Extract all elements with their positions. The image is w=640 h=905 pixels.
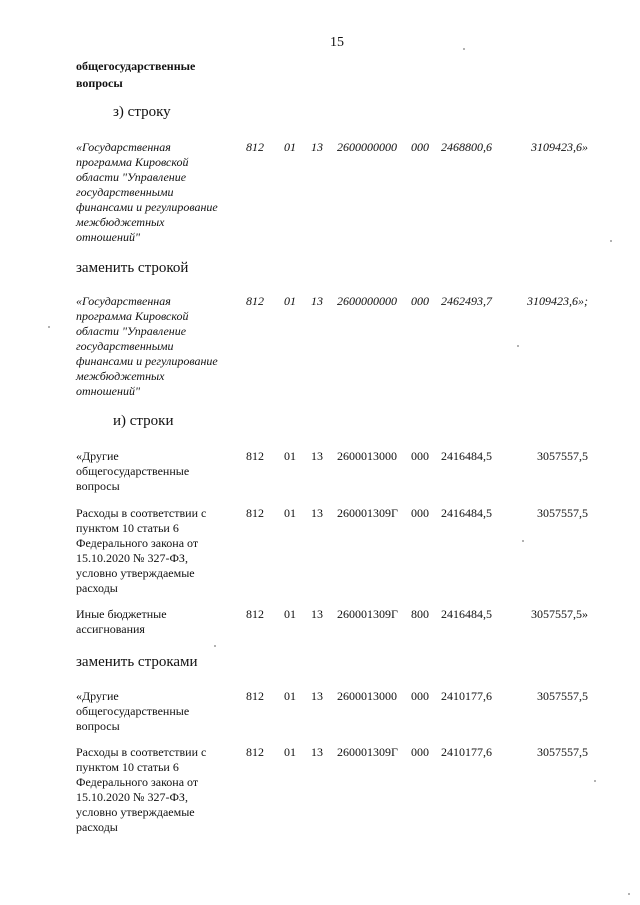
cell-razdel: 01 bbox=[284, 745, 296, 759]
cell-podrazdel: 13 bbox=[311, 745, 323, 759]
cell-sum-2: 3057557,5» bbox=[531, 607, 588, 621]
scan-speck bbox=[610, 240, 612, 242]
cell-sum-1: 2416484,5 bbox=[441, 449, 492, 463]
scan-speck bbox=[522, 540, 524, 542]
scan-speck bbox=[594, 780, 596, 782]
row-name-line: вопросы bbox=[76, 719, 120, 733]
row-name bbox=[76, 140, 236, 245]
continued-row-name bbox=[76, 58, 195, 92]
row-name-line: расходы bbox=[76, 820, 118, 834]
cell-vid-rashodov: 800 bbox=[411, 607, 429, 621]
cell-razdel: 01 bbox=[284, 689, 296, 703]
cell-sum-1: 2416484,5 bbox=[441, 506, 492, 520]
instruction-replace-one: заменить строкой bbox=[76, 260, 189, 276]
row-name-line: финансами и регулирование bbox=[76, 354, 218, 368]
cell-podrazdel: 13 bbox=[311, 449, 323, 463]
row-name bbox=[76, 449, 236, 494]
cell-celevaya-statya: 2600013000 bbox=[337, 449, 397, 463]
row-name-line: межбюджетных bbox=[76, 215, 165, 229]
cell-celevaya-statya: 2600000000 bbox=[337, 294, 397, 308]
scan-speck bbox=[48, 326, 50, 328]
cell-vid-rashodov: 000 bbox=[411, 689, 429, 703]
row-name-line: государственными bbox=[76, 339, 174, 353]
cell-razdel: 01 bbox=[284, 449, 296, 463]
cell-vedomstvo: 812 bbox=[246, 449, 264, 463]
instruction-replace-many: заменить строками bbox=[76, 654, 198, 670]
cell-vedomstvo: 812 bbox=[246, 607, 264, 621]
row-name-line: «Другие bbox=[76, 689, 119, 703]
cell-vid-rashodov: 000 bbox=[411, 506, 429, 520]
row-name-line: финансами и регулирование bbox=[76, 200, 218, 214]
cell-sum-1: 2410177,6 bbox=[441, 745, 492, 759]
row-name-line: межбюджетных bbox=[76, 369, 165, 383]
row-name-line: области "Управление bbox=[76, 170, 187, 184]
row-name-line: отношений" bbox=[76, 230, 140, 244]
cell-sum-2: 3109423,6» bbox=[531, 140, 588, 154]
cell-celevaya-statya: 260001309Г bbox=[337, 745, 398, 759]
row-name bbox=[76, 294, 236, 399]
cell-vedomstvo: 812 bbox=[246, 689, 264, 703]
cell-podrazdel: 13 bbox=[311, 689, 323, 703]
cell-razdel: 01 bbox=[284, 140, 296, 154]
cell-celevaya-statya: 260001309Г bbox=[337, 506, 398, 520]
row-name bbox=[76, 607, 236, 637]
cell-razdel: 01 bbox=[284, 294, 296, 308]
page-number: 15 bbox=[330, 35, 344, 50]
continued-row-line: вопросы bbox=[76, 76, 123, 90]
row-name-line: «Государственная bbox=[76, 294, 171, 308]
cell-sum-1: 2410177,6 bbox=[441, 689, 492, 703]
row-name-line: Федерального закона от bbox=[76, 775, 199, 789]
cell-vedomstvo: 812 bbox=[246, 506, 264, 520]
cell-vid-rashodov: 000 bbox=[411, 294, 429, 308]
cell-podrazdel: 13 bbox=[311, 607, 323, 621]
continued-row-line: общегосударственные bbox=[76, 59, 196, 73]
row-name-line: условно утверждаемые bbox=[76, 566, 195, 580]
cell-sum-2: 3057557,5 bbox=[537, 506, 588, 520]
row-name-line: Федерального закона от bbox=[76, 536, 199, 550]
row-name-line: «Другие bbox=[76, 449, 119, 463]
row-name-line: Расходы в соответствии с bbox=[76, 745, 207, 759]
row-name-line: общегосударственные bbox=[76, 704, 190, 718]
cell-vedomstvo: 812 bbox=[246, 745, 264, 759]
row-name-line: 15.10.2020 № 327-ФЗ, bbox=[76, 790, 188, 804]
row-name-line: области "Управление bbox=[76, 324, 187, 338]
cell-celevaya-statya: 2600013000 bbox=[337, 689, 397, 703]
cell-vedomstvo: 812 bbox=[246, 294, 264, 308]
cell-sum-1: 2416484,5 bbox=[441, 607, 492, 621]
cell-sum-1: 2468800,6 bbox=[441, 140, 492, 154]
row-name-line: условно утверждаемые bbox=[76, 805, 195, 819]
cell-vid-rashodov: 000 bbox=[411, 745, 429, 759]
row-name-line: расходы bbox=[76, 581, 118, 595]
cell-sum-1: 2462493,7 bbox=[441, 294, 492, 308]
cell-podrazdel: 13 bbox=[311, 294, 323, 308]
scan-speck bbox=[214, 645, 216, 647]
cell-vid-rashodov: 000 bbox=[411, 449, 429, 463]
row-name bbox=[76, 745, 236, 835]
cell-razdel: 01 bbox=[284, 607, 296, 621]
row-name-line: общегосударственные bbox=[76, 464, 190, 478]
cell-vedomstvo: 812 bbox=[246, 140, 264, 154]
row-name-line: «Государственная bbox=[76, 140, 171, 154]
instruction-z: з) строку bbox=[113, 104, 171, 120]
cell-sum-2: 3057557,5 bbox=[537, 689, 588, 703]
cell-vid-rashodov: 000 bbox=[411, 140, 429, 154]
row-name-line: ассигнования bbox=[76, 622, 145, 636]
row-name-line: программа Кировской bbox=[76, 309, 189, 323]
cell-celevaya-statya: 2600000000 bbox=[337, 140, 397, 154]
cell-sum-2: 3057557,5 bbox=[537, 449, 588, 463]
row-name-line: программа Кировской bbox=[76, 155, 189, 169]
scan-speck bbox=[463, 48, 465, 50]
cell-podrazdel: 13 bbox=[311, 140, 323, 154]
cell-razdel: 01 bbox=[284, 506, 296, 520]
scan-speck bbox=[628, 893, 630, 895]
instruction-i: и) строки bbox=[113, 413, 174, 429]
scan-speck bbox=[517, 345, 519, 347]
cell-celevaya-statya: 260001309Г bbox=[337, 607, 398, 621]
cell-sum-2: 3109423,6»; bbox=[527, 294, 588, 308]
row-name-line: пунктом 10 статьи 6 bbox=[76, 760, 179, 774]
row-name-line: отношений" bbox=[76, 384, 140, 398]
row-name-line: Расходы в соответствии с bbox=[76, 506, 207, 520]
row-name bbox=[76, 506, 236, 596]
row-name-line: пунктом 10 статьи 6 bbox=[76, 521, 179, 535]
row-name bbox=[76, 689, 236, 734]
row-name-line: 15.10.2020 № 327-ФЗ, bbox=[76, 551, 188, 565]
row-name-line: государственными bbox=[76, 185, 174, 199]
cell-podrazdel: 13 bbox=[311, 506, 323, 520]
cell-sum-2: 3057557,5 bbox=[537, 745, 588, 759]
row-name-line: вопросы bbox=[76, 479, 120, 493]
row-name-line: Иные бюджетные bbox=[76, 607, 167, 621]
